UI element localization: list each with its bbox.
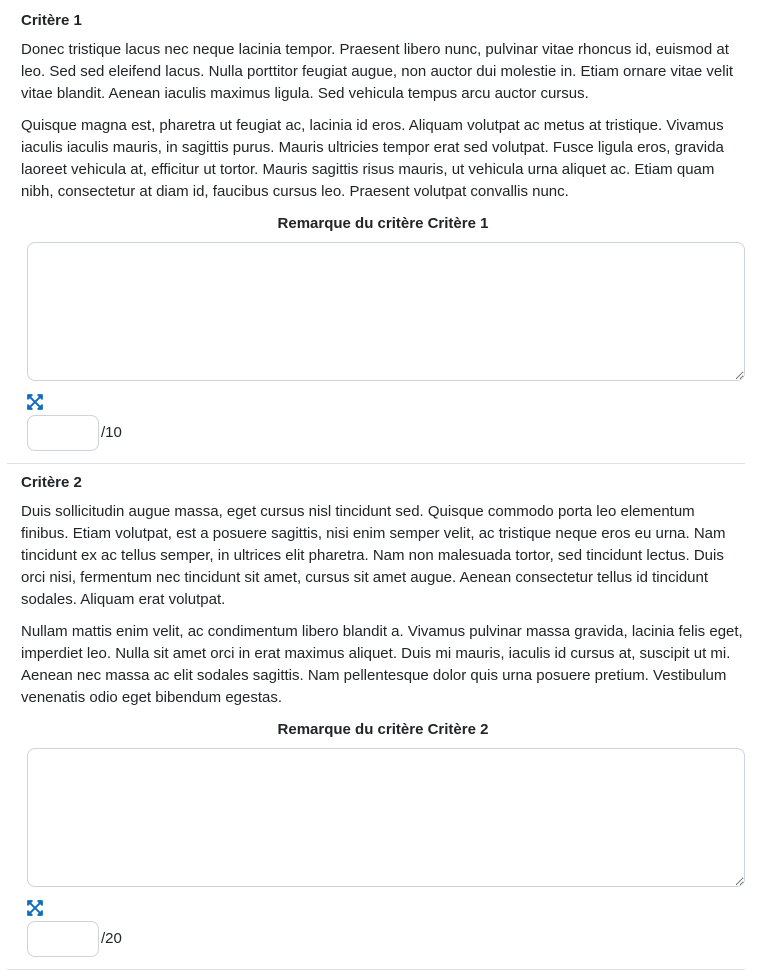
score-input[interactable] (27, 415, 99, 451)
criterion-description-paragraph: Duis sollicitudin augue massa, eget cursus nisl tincidunt sed. Quisque commodo porta leo elementum finibus. Etiam volutpat, est a posuere sagittis, nisi enim semper velit, ac tristique neque eros eu urna. Nam tincidunt ex ac tellus semper, in ultrices elit pharetra. Nam non malesuada tortor, sed tincidunt lectus. Duis orci nisi, fermentum nec tincidunt sit amet, cursus sit amet augue. Aenean consectetur tellus id tincidunt sodales. Aliquam erat volutpat. (21, 503, 726, 608)
remark-textarea[interactable] (27, 242, 745, 381)
score-max-label: /20 (101, 930, 122, 947)
criterion-description-paragraph: Nullam mattis enim velit, ac condimentum libero blandit a. Vivamus pulvinar massa gravida, lacinia felis eget, imperdiet leo. Nulla sit amet orci in erat maximus aliquet. Duis mi mauris, iaculis id cursus at, suscipit ut mi. Aenean nec massa ac elit sodales sagittis. Nam pellentesque dolor quis urna posuere pretium. Vestibulum venenatis odio eget bibendum egestas. (21, 623, 743, 706)
score-row (27, 921, 745, 957)
textarea-toolbar (27, 393, 745, 411)
remark-textarea[interactable] (27, 748, 745, 887)
expand-arrows-icon[interactable] (27, 899, 43, 917)
score-row (27, 415, 745, 451)
criterion-title: Critère 2 (21, 474, 82, 491)
textarea-toolbar (27, 899, 745, 917)
score-input[interactable] (27, 921, 99, 957)
divider (7, 463, 745, 464)
criterion-section-1 (7, 11, 745, 464)
criterion-description-paragraph: Donec tristique lacus nec neque lacinia tempor. Praesent libero nunc, pulvinar vitae rhoncus id, euismod at leo. Sed sed eleifend lacus. Nulla porttitor feugiat augue, non auctor dui molestie in. Etiam ornare vitae velit vitae blandit. Aenean iaculis maximus ligula. Sed vehicula tempus arcu auctor cursus. (21, 41, 734, 102)
criterion-section-2 (7, 473, 745, 970)
score-max-label: /10 (101, 424, 122, 441)
criterion-description-paragraph: Quisque magna est, pharetra ut feugiat ac, lacinia id eros. Aliquam volutpat ac metus at tristique. Vivamus iaculis iaculis mauris, in sagittis purus. Mauris ultricies tempor erat sed volutpat. Fusce ligula eros, gravida laoreet vehicula at, efficitur ut tortor. Mauris sagittis risus mauris, ut vehicula urna aliquet ac. Etiam quam nibh, consectetur at diam id, faucibus cursus leo. Praesent volutpat convallis nunc. (21, 117, 724, 200)
criterion-title: Critère 1 (21, 12, 82, 29)
expand-arrows-icon[interactable] (27, 393, 43, 411)
remark-label: Remarque du critère Critère 1 (277, 215, 489, 232)
remark-label: Remarque du critère Critère 2 (277, 721, 489, 738)
